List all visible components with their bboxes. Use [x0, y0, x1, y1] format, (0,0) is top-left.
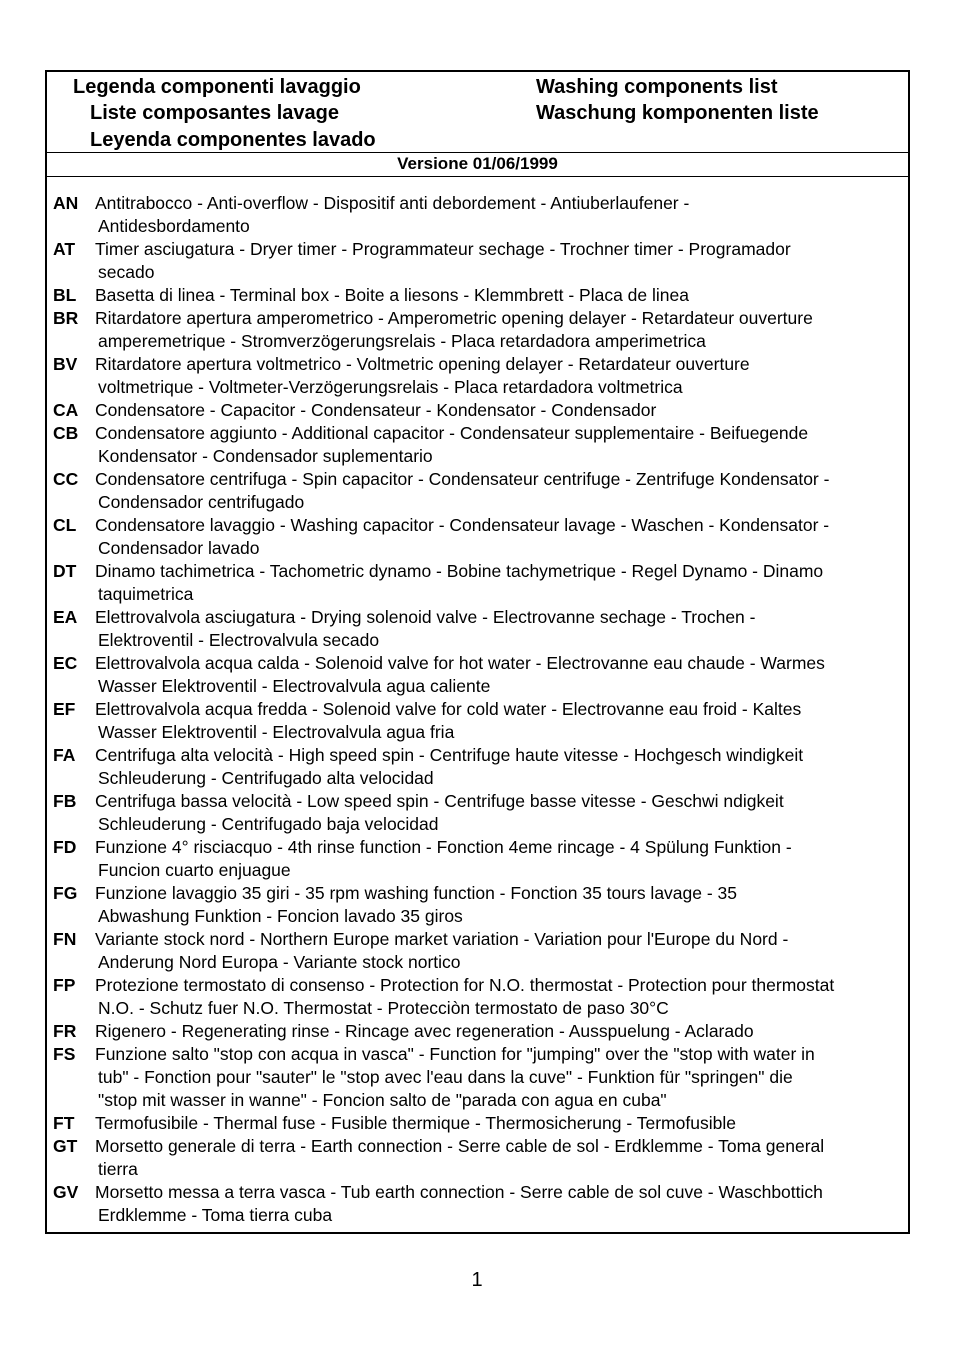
- component-description: Antidesbordamento: [98, 216, 250, 236]
- component-description: Elektroventil - Electrovalvula secado: [98, 630, 380, 650]
- component-description: Schleuderung - Centrifugado baja velocidad: [98, 814, 439, 834]
- list-item: [47, 744, 908, 790]
- list-item: [47, 1020, 908, 1043]
- component-code: AN: [53, 193, 79, 213]
- component-code: BL: [53, 285, 77, 305]
- title-german: Waschung komponenten liste: [536, 102, 819, 124]
- list-item-line: [47, 491, 908, 514]
- list-item-line: [47, 399, 908, 422]
- component-description: Elettrovalvola acqua fredda - Solenoid valve for cold water - Electrovanne eau froid - Kaltes: [95, 699, 802, 719]
- component-description: Termofusibile - Thermal fuse - Fusible thermique - Thermosicherung - Termofusible: [95, 1113, 736, 1133]
- list-item: [47, 1112, 908, 1135]
- list-item: [47, 514, 908, 560]
- component-description: Morsetto messa a terra vasca - Tub earth connection - Serre cable de sol cuve - Waschbottich: [95, 1182, 823, 1202]
- list-item: [47, 1043, 908, 1112]
- component-description: Ritardatore apertura voltmetrico - Voltmetric opening delayer - Retardateur ouverture: [95, 354, 750, 374]
- component-description: Variante stock nord - Northern Europe market variation - Variation pour l'Europe du Nord -: [95, 929, 789, 949]
- component-code: CA: [53, 400, 79, 420]
- component-description: Timer asciugatura - Dryer timer - Programmateur sechage - Trochner timer - Programador: [95, 239, 791, 259]
- list-item-line: [47, 882, 908, 905]
- list-item-line: [47, 330, 908, 353]
- title-italian: Legenda componenti lavaggio: [73, 76, 361, 98]
- list-item: [47, 192, 908, 238]
- component-code: EA: [53, 607, 78, 627]
- component-code: FS: [53, 1044, 76, 1064]
- list-item: [47, 307, 908, 353]
- title-spanish: Leyenda componentes lavado: [90, 129, 376, 151]
- list-item-line: [47, 284, 908, 307]
- component-code: CL: [53, 515, 77, 535]
- list-item-line: [47, 560, 908, 583]
- version-label: Versione 01/06/1999: [47, 152, 908, 177]
- component-description: tierra: [98, 1159, 138, 1179]
- component-description: Morsetto generale di terra - Earth connection - Serre cable de sol - Erdklemme - Toma general: [95, 1136, 825, 1156]
- component-description: Anderung Nord Europa - Variante stock nortico: [98, 952, 461, 972]
- component-description: Condensatore lavaggio - Washing capacitor - Condensateur lavage - Waschen - Kondensator -: [95, 515, 830, 535]
- component-code: GV: [53, 1182, 79, 1202]
- title-english: Washing components list: [536, 76, 778, 98]
- list-item-line: [47, 675, 908, 698]
- list-item-line: [47, 767, 908, 790]
- component-description: Basetta di linea - Terminal box - Boite a liesons - Klemmbrett - Placa de linea: [95, 285, 689, 305]
- component-description: Rigenero - Regenerating rinse - Rincage avec regeneration - Ausspuelung - Aclarado: [95, 1021, 754, 1041]
- list-item-line: [47, 215, 908, 238]
- list-item-line: [47, 698, 908, 721]
- list-item: [47, 652, 908, 698]
- list-item: [47, 1135, 908, 1181]
- component-code: GT: [53, 1136, 78, 1156]
- component-description: Funzione lavaggio 35 giri - 35 rpm washing function - Fonction 35 tours lavage - 35: [95, 883, 738, 903]
- list-item-line: [47, 468, 908, 491]
- list-item-line: [47, 514, 908, 537]
- component-code: FD: [53, 837, 77, 857]
- table-header: [47, 72, 908, 153]
- list-item-line: [47, 445, 908, 468]
- component-description: Wasser Elektroventil - Electrovalvula agua caliente: [98, 676, 491, 696]
- component-description: Erdklemme - Toma tierra cuba: [98, 1205, 333, 1225]
- component-description: "stop mit wasser in wanne" - Foncion salto de "parada con agua en cuba": [98, 1090, 667, 1110]
- title-french: Liste composantes lavage: [90, 102, 339, 124]
- list-item: [47, 399, 908, 422]
- component-description: secado: [98, 262, 155, 282]
- list-item-line: [47, 1089, 908, 1112]
- component-description: Centrifuga alta velocità - High speed spin - Centrifuge haute vitesse - Hochgesch windigkeit: [95, 745, 804, 765]
- list-item-line: [47, 1135, 908, 1158]
- list-item-line: [47, 307, 908, 330]
- list-item-line: [47, 422, 908, 445]
- component-description: Condensatore centrifuga - Spin capacitor - Condensateur centrifuge - Zentrifuge Kondensator -: [95, 469, 830, 489]
- list-item-line: [47, 537, 908, 560]
- list-item-line: [47, 376, 908, 399]
- component-description: Ritardatore apertura amperometrico - Amperometric opening delayer - Retardateur ouverture: [95, 308, 813, 328]
- component-code: FG: [53, 883, 78, 903]
- list-item-line: [47, 951, 908, 974]
- list-item-line: [47, 192, 908, 215]
- component-description: Condensatore - Capacitor - Condensateur - Kondensator - Condensador: [95, 400, 657, 420]
- component-description: Condensador centrifugado: [98, 492, 305, 512]
- list-item: [47, 353, 908, 399]
- list-item: [47, 606, 908, 652]
- component-code: CC: [53, 469, 79, 489]
- list-item: [47, 1181, 908, 1227]
- list-item: [47, 698, 908, 744]
- component-code: AT: [53, 239, 76, 259]
- list-item: [47, 238, 908, 284]
- component-description: Condensatore aggiunto - Additional capacitor - Condensateur supplementaire - Beifuegende: [95, 423, 809, 443]
- component-description: Protezione termostato di consenso - Protection for N.O. thermostat - Protection pour thermostat: [95, 975, 835, 995]
- list-item-line: [47, 261, 908, 284]
- list-item-line: [47, 721, 908, 744]
- component-description: Funzione salto "stop con acqua in vasca" - Function for "jumping" over the "stop with water in: [95, 1044, 815, 1064]
- list-item: [47, 836, 908, 882]
- list-item-line: [47, 238, 908, 261]
- component-description: Wasser Elektroventil - Electrovalvula agua fria: [98, 722, 455, 742]
- component-description: voltmetrique - Voltmeter-Verzögerungsrelais - Placa retardadora voltmetrica: [98, 377, 683, 397]
- list-item-line: [47, 997, 908, 1020]
- component-description: taquimetrica: [98, 584, 194, 604]
- list-item: [47, 928, 908, 974]
- list-item-line: [47, 606, 908, 629]
- list-item-line: [47, 1112, 908, 1135]
- component-description: amperemetrique - Stromverzögerungsrelais - Placa retardadora amperimetrica: [98, 331, 706, 351]
- list-item-line: [47, 836, 908, 859]
- component-code: BV: [53, 354, 78, 374]
- component-code: CB: [53, 423, 79, 443]
- component-code: FR: [53, 1021, 77, 1041]
- list-item-line: [47, 1043, 908, 1066]
- list-item-line: [47, 1158, 908, 1181]
- component-code: DT: [53, 561, 77, 581]
- component-code: EC: [53, 653, 78, 673]
- components-list: [47, 192, 908, 1227]
- list-item-line: [47, 583, 908, 606]
- component-code: FA: [53, 745, 76, 765]
- component-code: EF: [53, 699, 76, 719]
- list-item: [47, 560, 908, 606]
- list-item-line: [47, 744, 908, 767]
- list-item-line: [47, 652, 908, 675]
- legend-table: [45, 70, 910, 1234]
- list-item-line: [47, 629, 908, 652]
- component-description: Schleuderung - Centrifugado alta velocidad: [98, 768, 434, 788]
- list-item: [47, 882, 908, 928]
- component-description: N.O. - Schutz fuer N.O. Thermostat - Protecciòn termostato de paso 30°C: [98, 998, 669, 1018]
- list-item: [47, 790, 908, 836]
- list-item-line: [47, 1204, 908, 1227]
- component-description: Elettrovalvola acqua calda - Solenoid valve for hot water - Electrovanne eau chaude - Warmes: [95, 653, 825, 673]
- component-description: Funzione 4° risciacquo - 4th rinse function - Fonction 4eme rincage - 4 Spülung Funktion -: [95, 837, 792, 857]
- list-item-line: [47, 1066, 908, 1089]
- component-code: BR: [53, 308, 79, 328]
- component-description: tub" - Fonction pour "sauter" le "stop avec l'eau dans la cuve" - Funktion für "springen" die: [98, 1067, 793, 1087]
- component-description: Centrifuga bassa velocità - Low speed spin - Centrifuge basse vitesse - Geschwi ndigkeit: [95, 791, 784, 811]
- component-description: Condensador lavado: [98, 538, 260, 558]
- list-item-line: [47, 905, 908, 928]
- component-description: Kondensator - Condensador suplementario: [98, 446, 433, 466]
- page-number: 1: [471, 1269, 483, 1291]
- list-item-line: [47, 1181, 908, 1204]
- list-item: [47, 468, 908, 514]
- component-description: Antitrabocco - Anti-overflow - Dispositif anti debordement - Antiuberlaufener -: [95, 193, 690, 213]
- list-item-line: [47, 928, 908, 951]
- component-code: FP: [53, 975, 76, 995]
- component-code: FN: [53, 929, 77, 949]
- component-description: Funcion cuarto enjuague: [98, 860, 291, 880]
- list-item: [47, 974, 908, 1020]
- component-code: FT: [53, 1113, 75, 1133]
- list-item-line: [47, 353, 908, 376]
- component-description: Elettrovalvola asciugatura - Drying solenoid valve - Electrovanne sechage - Trochen -: [95, 607, 756, 627]
- list-item-line: [47, 1020, 908, 1043]
- list-item-line: [47, 974, 908, 997]
- component-description: Dinamo tachimetrica - Tachometric dynamo - Bobine tachymetrique - Regel Dynamo - Dinamo: [95, 561, 824, 581]
- list-item-line: [47, 790, 908, 813]
- component-code: FB: [53, 791, 77, 811]
- component-description: Abwashung Funktion - Foncion lavado 35 giros: [98, 906, 463, 926]
- list-item-line: [47, 813, 908, 836]
- list-item: [47, 284, 908, 307]
- list-item: [47, 422, 908, 468]
- list-item-line: [47, 859, 908, 882]
